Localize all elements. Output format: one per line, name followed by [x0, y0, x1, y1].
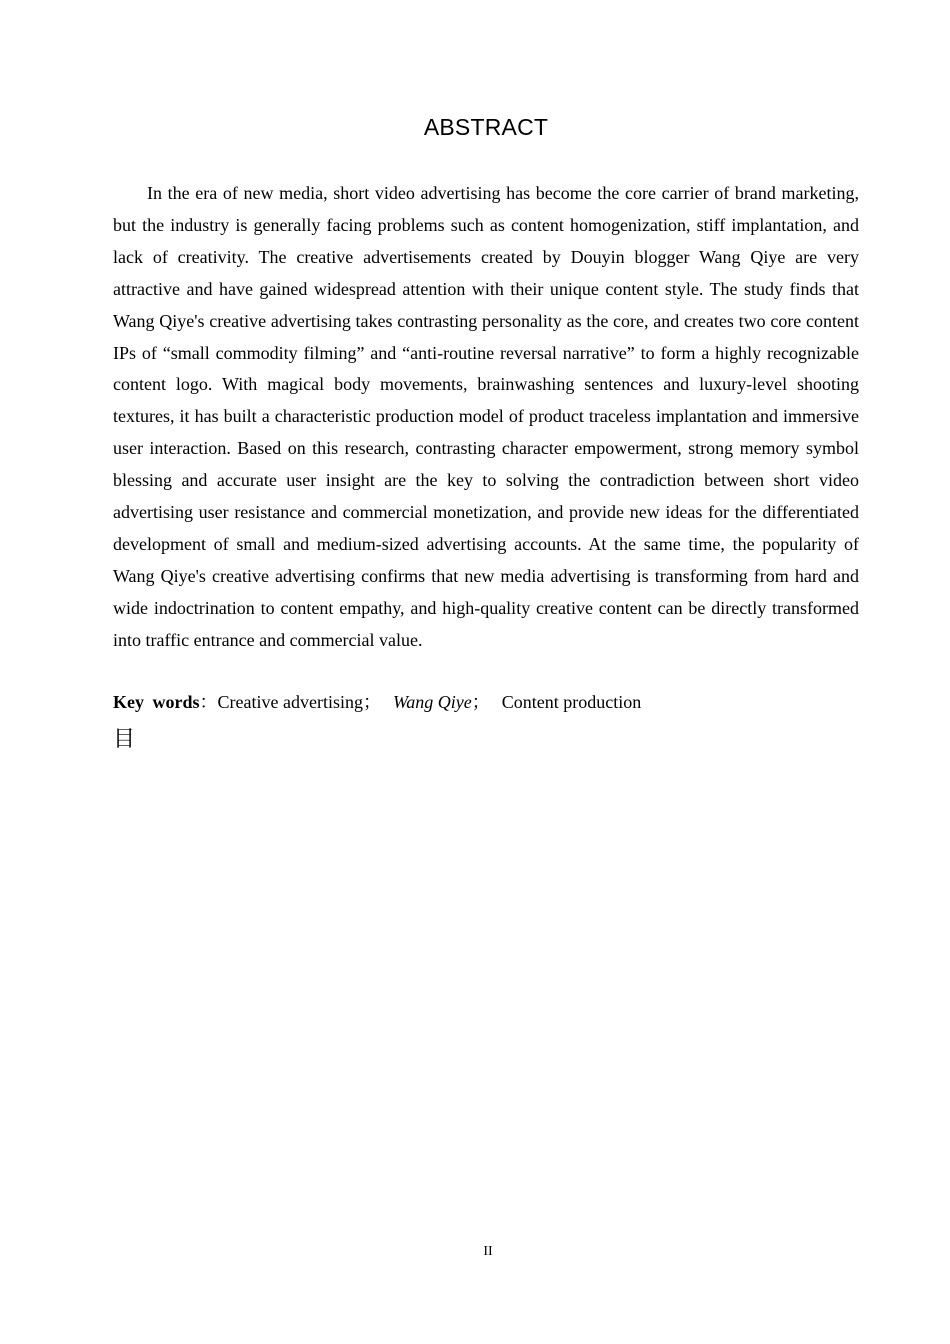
- keywords-label: Key words: [113, 692, 200, 712]
- abstract-title: ABSTRACT: [423, 114, 549, 140]
- keywords-label-separator: ：: [199, 692, 218, 712]
- page-number: II: [483, 1244, 493, 1259]
- keyword-separator: ；: [362, 692, 381, 712]
- abstract-paragraph: In the era of new media, short video advertising has become the core carrier of brand marketing, but the industry is generally facing problems such as content homogenization, stiff implantation, and lack of creativity. The creative advertisements created by Douyin blogger Wang Qiye are very attractive and have gained widespread attention with their unique content style. The study finds that Wang Qiye's creative advertising takes contrasting personality as the core, and creates two core content IPs of “small commodity filming” and “anti-routine reversal narrative” to form a highly recognizable content logo. With magical body movements, brainwashing sentences and luxury-level shooting textures, it has built a characteristic production model of product traceless implantation and immersive user interaction. Based on this research, contrasting character empowerment, strong memory symbol blessing and accurate user insight are the key to solving the contradiction between short video advertising user resistance and commercial monetization, and provide new ideas for the differentiated development of small and medium-sized advertising accounts. At the same time, the popularity of Wang Qiye's creative advertising confirms that new media advertising is transforming from hard and wide indoctrination to content empathy, and high-quality creative content can be directly transformed into traffic entrance and commercial value.: [113, 183, 859, 650]
- keyword-separator: ；: [471, 692, 490, 712]
- keyword-item: Creative advertising: [217, 692, 363, 712]
- keyword-item: Wang Qiye: [392, 692, 472, 712]
- toc-heading-fragment: 目: [113, 727, 136, 752]
- keywords-line: [113, 688, 859, 716]
- keyword-item: Content production: [501, 692, 642, 712]
